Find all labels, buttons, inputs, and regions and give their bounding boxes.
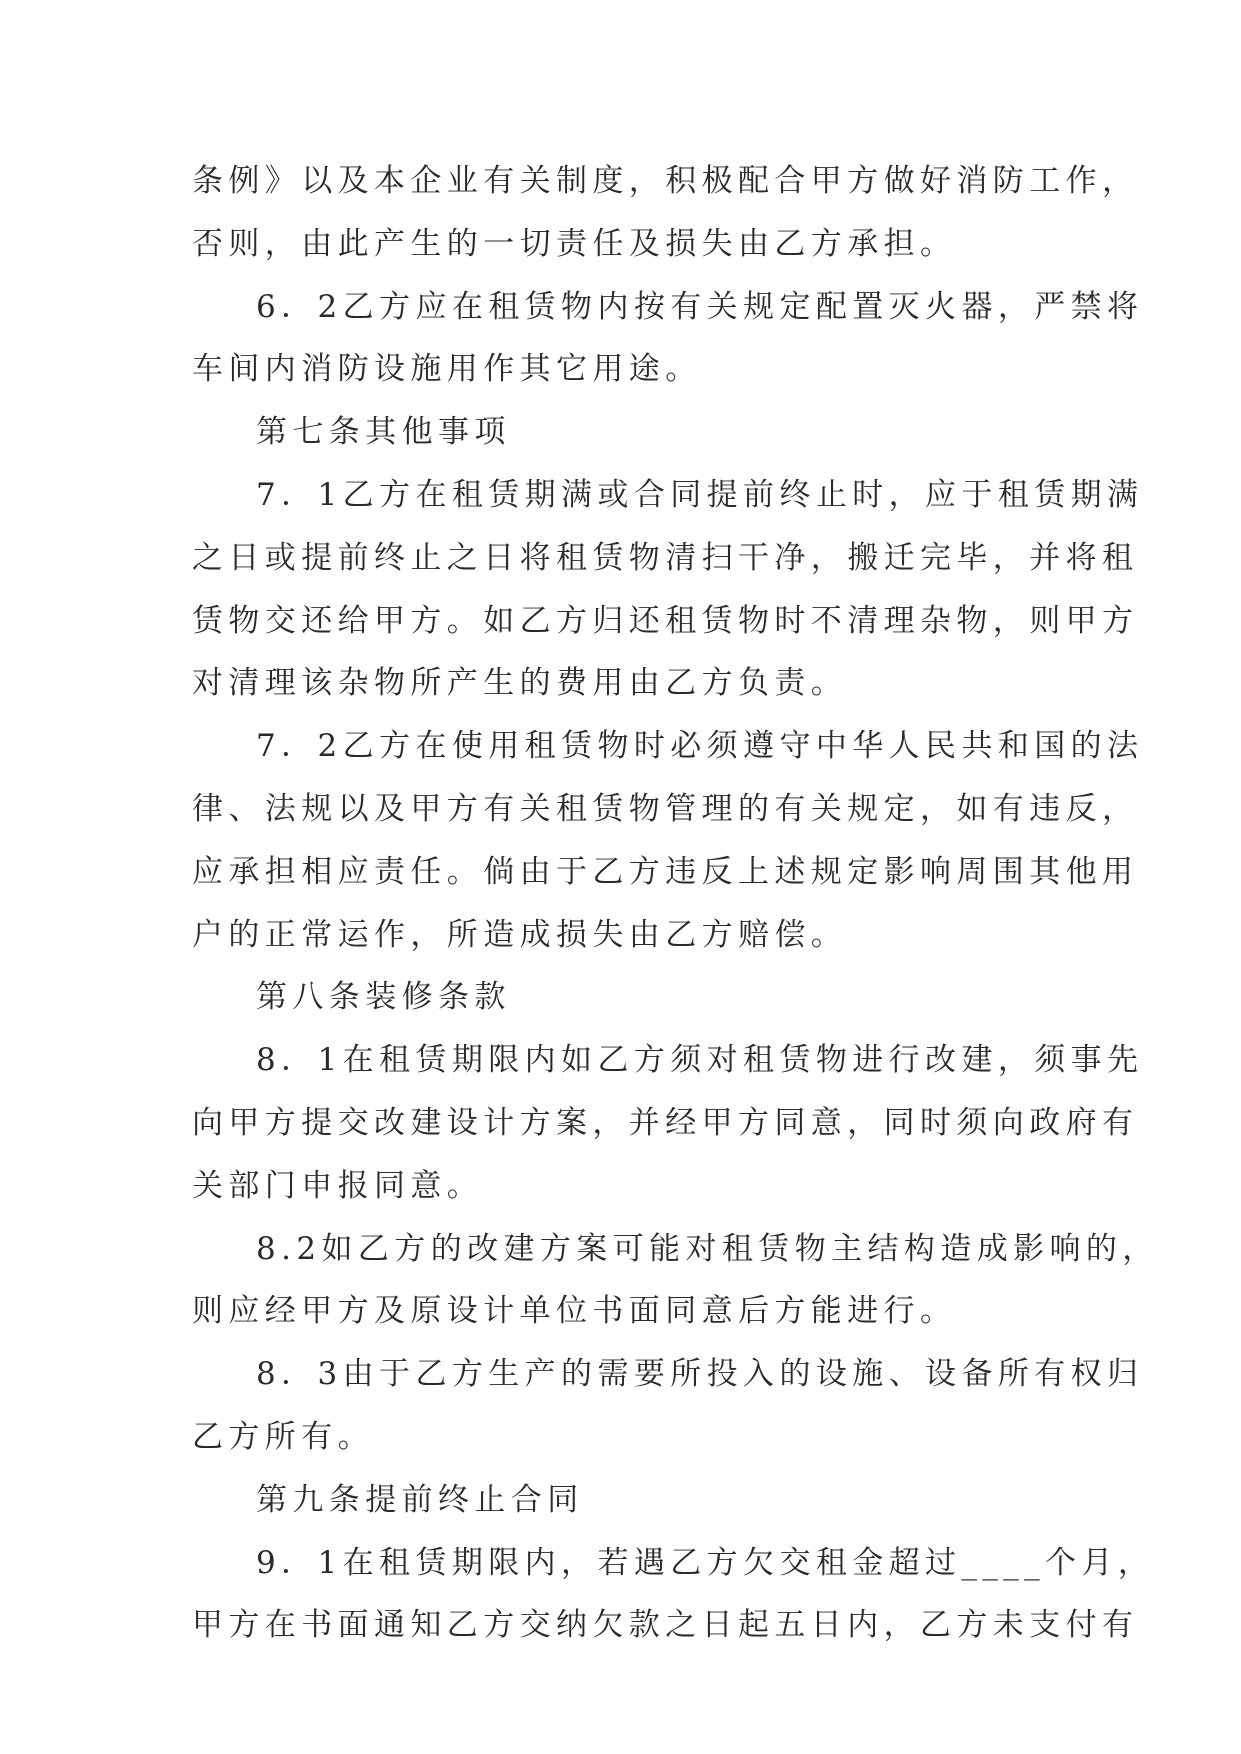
- text-line: 律、法规以及甲方有关租赁物管理的有关规定，如有违反，: [192, 790, 1139, 827]
- text-line: 8．1在租赁期限内如乙方须对租赁物进行改建，须事先: [256, 1042, 1144, 1079]
- text-line: 7．1乙方在租赁期满或合同提前终止时，应于租赁期满: [256, 476, 1144, 513]
- text-line: 8.2如乙方的改建方案可能对租赁物主结构造成影响的，: [256, 1230, 1159, 1267]
- text-line: 条例》以及本企业有关制度，积极配合甲方做好消防工作，: [192, 163, 1139, 199]
- text-line: 7．2乙方在使用租赁物时必须遵守中华人民共和国的法: [256, 728, 1144, 765]
- text-line: 向甲方提交改建设计方案，并经甲方同意，同时须向政府有: [192, 1104, 1139, 1141]
- text-line: 第九条提前终止合同: [256, 1481, 584, 1518]
- text-line: 赁物交还给甲方。如乙方归还租赁物时不清理杂物，则甲方: [192, 602, 1139, 639]
- text-line: 户的正常运作，所造成损失由乙方赔偿。: [192, 916, 848, 953]
- text-line: 关部门申报同意。: [192, 1167, 484, 1204]
- text-line: 应承担相应责任。倘由于乙方违反上述规定影响周围其他用: [192, 853, 1139, 890]
- text-line: 乙方所有。: [192, 1418, 374, 1455]
- text-line: 9．1在租赁期限内，若遇乙方欠交租金超过____个月，: [256, 1544, 1155, 1581]
- text-line: 甲方在书面通知乙方交纳欠款之日起五日内，乙方未支付有: [192, 1607, 1139, 1644]
- text-line: 车间内消防设施用作其它用途。: [192, 351, 702, 388]
- text-line: 6．2乙方应在租赁物内按有关规定配置灭火器，严禁将: [256, 288, 1144, 325]
- text-line: 第八条装修条款: [256, 979, 511, 1016]
- text-line: 第七条其他事项: [256, 414, 511, 451]
- document-body: [192, 150, 1159, 1657]
- text-line: 对清理该杂物所产生的费用由乙方负责。: [192, 665, 848, 702]
- text-line: 则应经甲方及原设计单位书面同意后方能进行。: [192, 1293, 957, 1330]
- text-line: 否则，由此产生的一切责任及损失由乙方承担。: [192, 225, 957, 262]
- text-line: 之日或提前终止之日将租赁物清扫干净，搬迁完毕，并将租: [192, 539, 1139, 576]
- text-line: 8．3由于乙方生产的需要所投入的设施、设备所有权归: [256, 1356, 1144, 1393]
